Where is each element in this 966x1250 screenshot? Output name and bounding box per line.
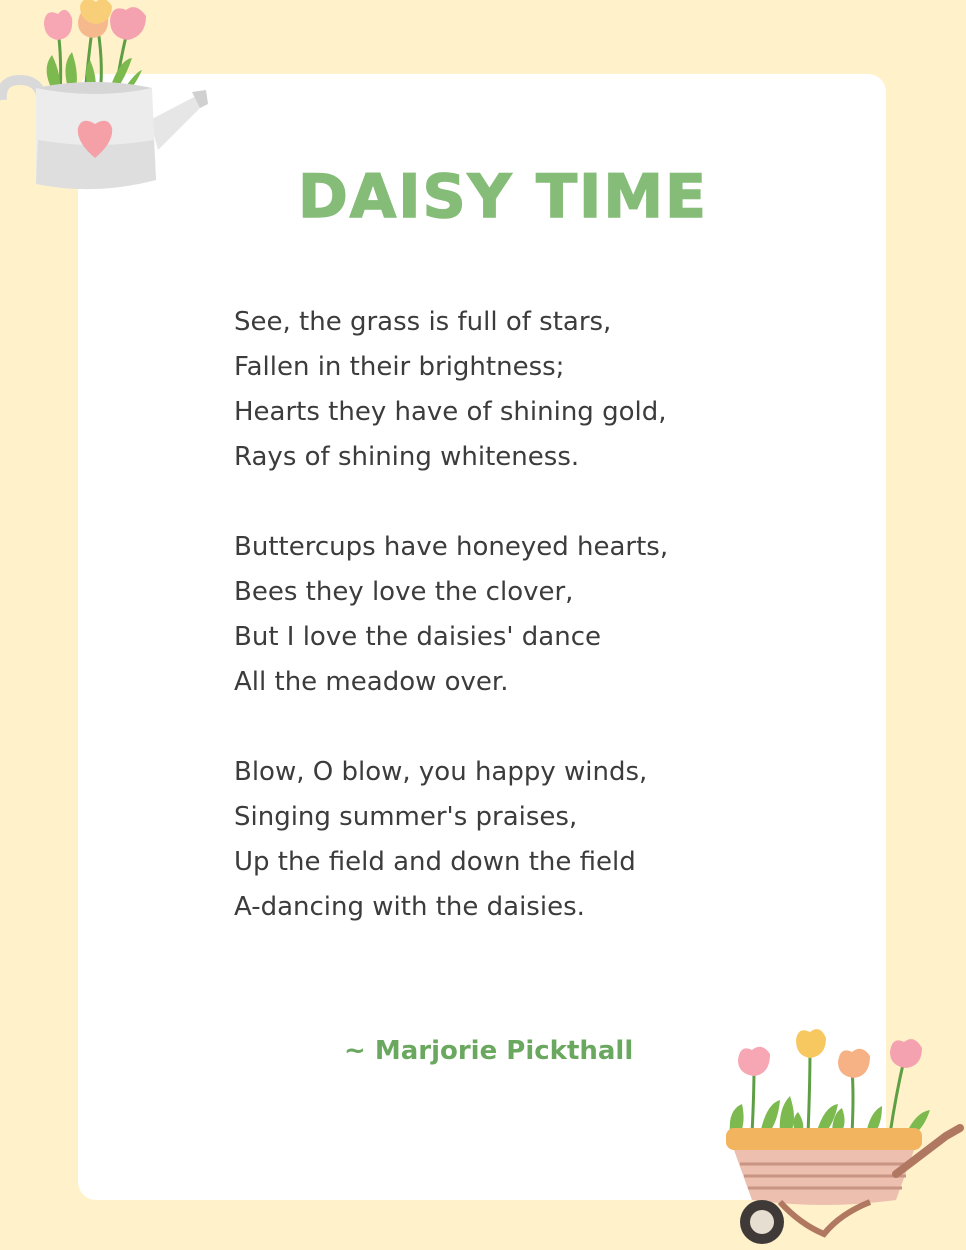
poem-line: Rays of shining whiteness. xyxy=(234,442,580,472)
poem-title: DAISY TIME xyxy=(297,162,709,232)
poem-line: All the meadow over. xyxy=(234,667,509,697)
stanza-1 xyxy=(234,300,668,480)
poem-line: Hearts they have of shining gold, xyxy=(234,397,667,427)
stanza-3 xyxy=(234,750,668,930)
wheelbarrow-with-tulips-icon xyxy=(720,1024,966,1250)
poem-line: Blow, O blow, you happy winds, xyxy=(234,757,648,787)
poem-line: Fallen in their brightness; xyxy=(234,352,565,382)
poem-line: Singing summer's praises, xyxy=(234,802,578,832)
poem-line: But I love the daisies' dance xyxy=(234,622,602,652)
poem-line: Bees they love the clover, xyxy=(234,577,574,607)
poem-line: Buttercups have honeyed hearts, xyxy=(234,532,669,562)
poem-line: A-dancing with the daisies. xyxy=(234,892,585,922)
poem-author: ~ Marjorie Pickthall xyxy=(344,1036,634,1066)
poem-line: See, the grass is full of stars, xyxy=(234,307,612,337)
stanza-2 xyxy=(234,525,668,705)
poem-body xyxy=(234,300,668,975)
poem-line: Up the field and down the field xyxy=(234,847,636,877)
